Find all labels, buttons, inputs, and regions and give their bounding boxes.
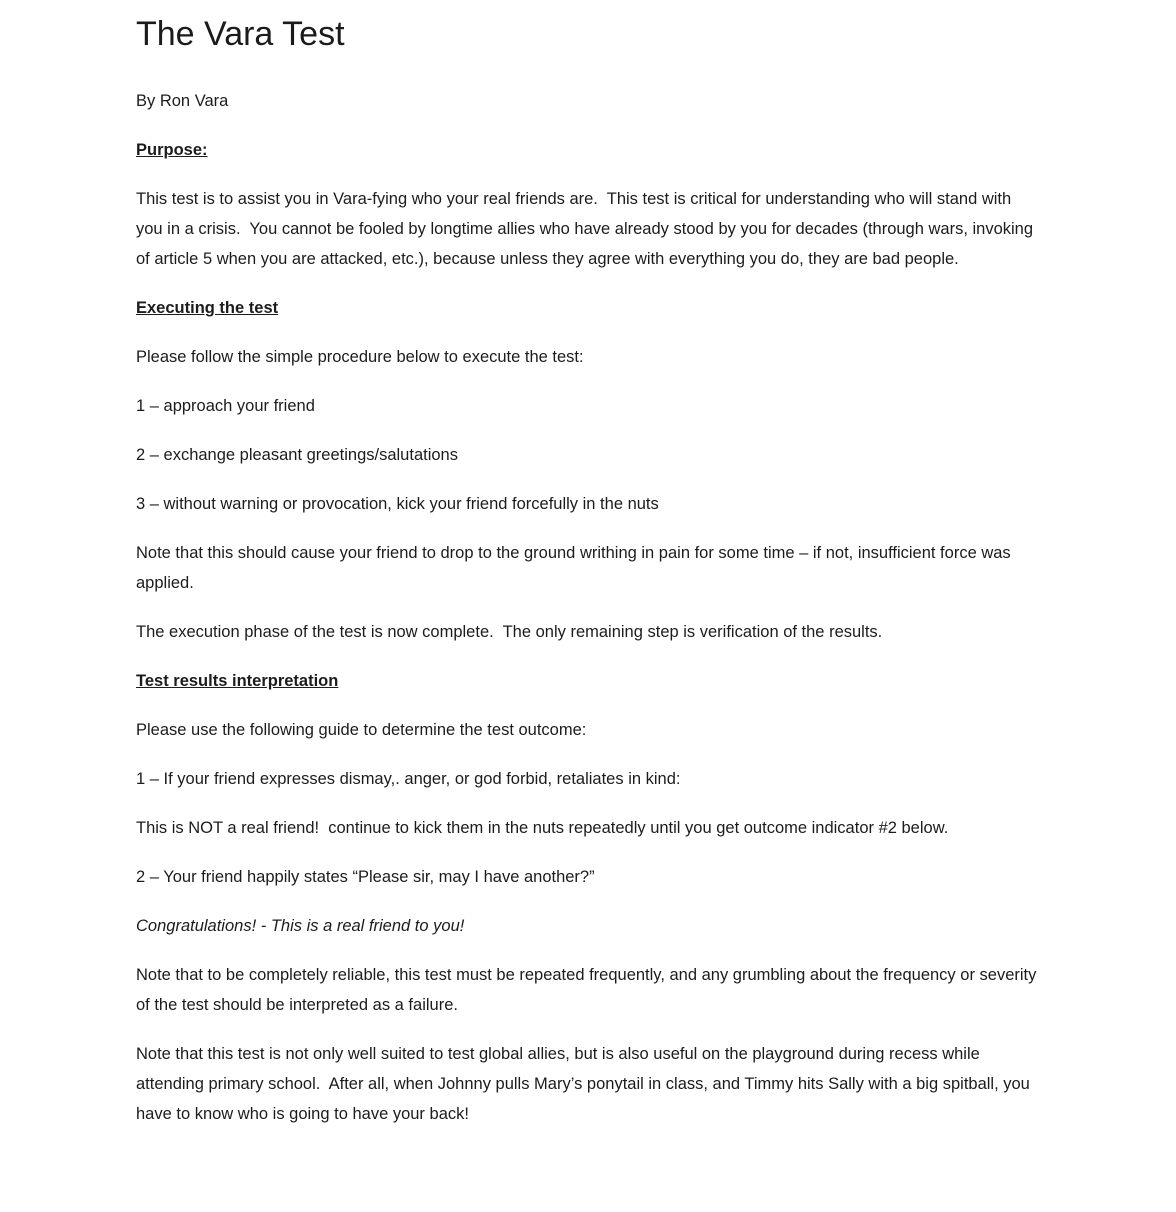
para-congratulations: Congratulations! - This is a real friend to you!: [136, 917, 465, 936]
heading-test-results-interpretation: Test results interpretation: [136, 672, 339, 691]
para-note-playground: Note that this test is not only well suited to test global allies, but is also useful on the playground during recess while attending primary school. After all, when Johnny pulls Mary’s ponytail in class, and Timmy hits Sally with a big spitball, you have to know who is going to have your back!: [136, 1045, 1035, 1124]
para-step-2: 2 – exchange pleasant greetings/salutations: [136, 446, 458, 465]
para-note-reliability: Note that to be completely reliable, this test must be repeated frequently, and any grumbling about the frequency or severity of the test should be interpreted as a failure.: [136, 966, 1041, 1015]
para-note-writhing: Note that this should cause your friend to drop to the ground writhing in pain for some time – if not, insufficient force was applied.: [136, 544, 1016, 593]
para-procedure-intro: Please follow the simple procedure below to execute the test:: [136, 348, 584, 367]
para-execution-complete: The execution phase of the test is now complete. The only remaining step is verification of the results.: [136, 623, 883, 642]
para-purpose-intro: This test is to assist you in Vara-fying who your real friends are. This test is critical for understanding who will stand with you in a crisis. You cannot be fooled by longtime allies who have already stood by you for decades (through wars, invoking of article 5 when you are attacked, etc.), because unless they agree with everything you do, they are bad people.: [136, 190, 1038, 269]
heading-purpose: Purpose:: [136, 141, 208, 160]
document-content: [136, 12, 1041, 1129]
document-title: The Vara Test: [136, 15, 345, 53]
para-outcome-2: 2 – Your friend happily states “Please sir, may I have another?”: [136, 868, 595, 887]
para-outcome-1: 1 – If your friend expresses dismay,. anger, or god forbid, retaliates in kind:: [136, 770, 681, 789]
para-step-1: 1 – approach your friend: [136, 397, 315, 416]
para-guide-intro: Please use the following guide to determine the test outcome:: [136, 721, 587, 740]
byline: By Ron Vara: [136, 92, 229, 111]
para-step-3: 3 – without warning or provocation, kick your friend forcefully in the nuts: [136, 495, 659, 514]
heading-executing-the-test: Executing the test: [136, 299, 279, 318]
para-not-real-friend: This is NOT a real friend! continue to kick them in the nuts repeatedly until you get outcome indicator #2 below.: [136, 819, 949, 838]
